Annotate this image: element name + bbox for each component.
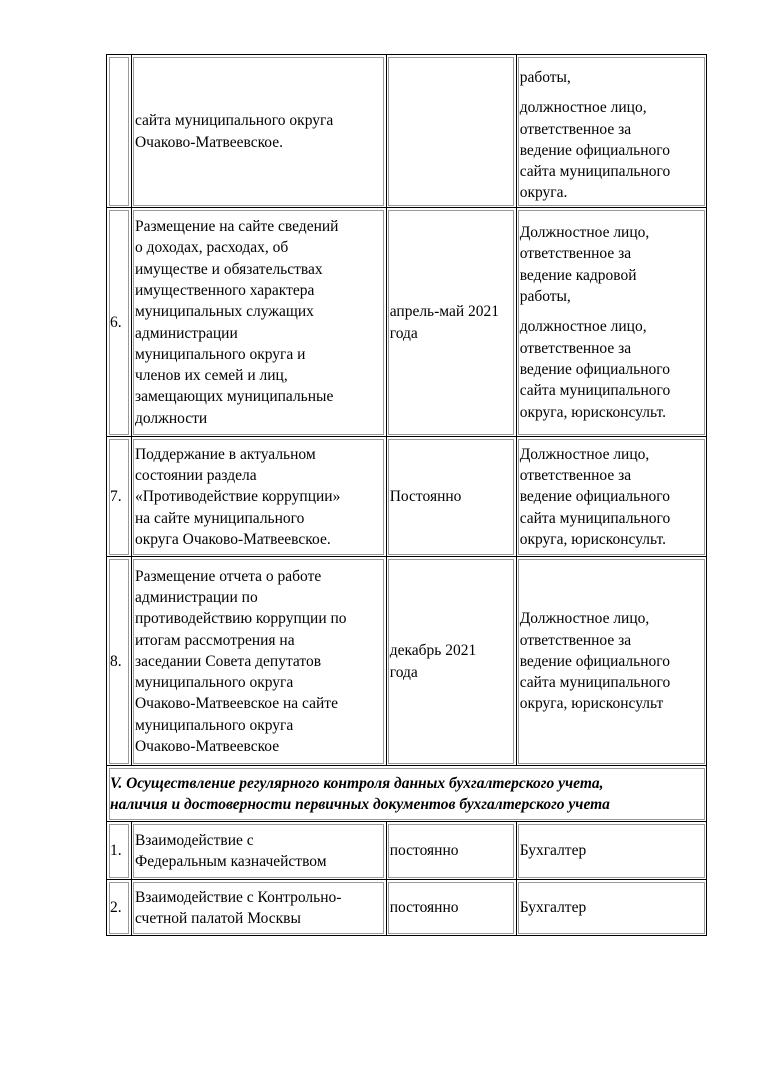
responsible-paragraph xyxy=(520,444,704,550)
text-line: ответственное за xyxy=(519,120,632,138)
text-line: Очаково-Матвеевское. xyxy=(134,133,284,151)
text-line: Очаково-Матвеевское на сайте xyxy=(134,695,338,713)
cell-measure xyxy=(131,55,386,208)
measures-table xyxy=(106,54,707,936)
text-line: «Противодействие коррупции» xyxy=(134,488,341,506)
responsible-paragraph xyxy=(520,222,704,307)
text-line: декабрь 2021 xyxy=(389,642,477,660)
cell-responsible xyxy=(516,557,706,766)
text-line: противодействию коррупции по xyxy=(134,610,347,628)
text-line: сайта муниципального xyxy=(519,382,671,400)
text-line: Размещение на сайте сведений xyxy=(134,218,339,236)
text-line: членов их семей и лиц, xyxy=(134,367,288,385)
text-line: ведение официального xyxy=(519,360,670,378)
cell-responsible xyxy=(516,55,706,208)
text-line: Размещение отчета о работе xyxy=(134,567,322,585)
cell-num: 8. xyxy=(107,557,132,766)
cell-measure xyxy=(131,822,386,880)
cell-responsible xyxy=(516,208,706,437)
cell-measure xyxy=(131,208,386,437)
text-line: сайта муниципального xyxy=(519,509,671,527)
cell-num: 1. xyxy=(107,822,132,880)
responsible-paragraph xyxy=(520,97,704,203)
cell-responsible: Бухгалтер xyxy=(516,880,706,936)
cell-num: 2. xyxy=(107,880,132,936)
text-line: Очаково-Матвеевское xyxy=(134,738,280,756)
text-line: замещающих муниципальные xyxy=(134,388,334,406)
text-line: Должностное лицо, xyxy=(519,445,650,463)
text-line: муниципального округа и xyxy=(134,345,306,363)
text-line: ведение кадровой xyxy=(519,266,637,284)
text-line: ответственное за xyxy=(519,245,632,263)
text-line: Должностное лицо, xyxy=(519,224,650,242)
cell-date xyxy=(386,557,516,766)
cell-date xyxy=(386,208,516,437)
cell-responsible: Бухгалтер xyxy=(516,822,706,880)
text-line: Взаимодействие с Контрольно- xyxy=(134,888,342,906)
section-heading xyxy=(107,766,707,822)
text-line: должностное лицо, xyxy=(519,318,647,336)
text-line: округа Очаково-Матвеевское. xyxy=(134,530,331,548)
text-line: ведение официального xyxy=(519,652,670,670)
text-line: Постоянно xyxy=(389,488,462,506)
text-line: ведение официального xyxy=(519,141,670,159)
table-body xyxy=(107,55,707,936)
cell-date xyxy=(386,55,516,208)
text-line: итогам рассмотрения на xyxy=(134,631,295,649)
text-line: ответственное за xyxy=(519,339,632,357)
text-line: о доходах, расходах, об xyxy=(134,239,289,257)
text-line: заседании Совета депутатов xyxy=(134,652,322,670)
text-line: округа, юрисконсульт. xyxy=(519,530,666,548)
text-line: администрации по xyxy=(134,588,258,606)
responsible-paragraph xyxy=(520,608,704,714)
text-line: работы, xyxy=(519,69,571,86)
cell-date: постоянно xyxy=(386,880,516,936)
table-row-6 xyxy=(107,208,707,437)
text-line: Поддержание в актуальном xyxy=(134,445,316,463)
table-row-v-2 xyxy=(107,880,707,936)
cell-measure xyxy=(131,557,386,766)
table-row-8 xyxy=(107,557,707,766)
text-line: ведение официального xyxy=(519,488,670,506)
cell-num xyxy=(107,55,132,208)
text-line: ответственное за xyxy=(519,467,632,485)
text-line: ответственное за xyxy=(519,631,632,649)
text-line: состоянии раздела xyxy=(134,467,257,485)
cell-num: 7. xyxy=(107,437,132,557)
cell-date: постоянно xyxy=(386,822,516,880)
text-line: округа, юрисконсульт. xyxy=(519,403,666,421)
table-row-7 xyxy=(107,437,707,557)
text-line: года xyxy=(389,324,418,342)
responsible-paragraph xyxy=(520,67,704,88)
text-line: администрации xyxy=(134,324,238,342)
text-line: Должностное лицо, xyxy=(519,610,650,628)
text-line: муниципальных служащих xyxy=(134,303,314,321)
table-row-v-1 xyxy=(107,822,707,880)
text-line: года xyxy=(389,663,418,681)
cell-date xyxy=(386,437,516,557)
cell-responsible xyxy=(516,437,706,557)
text-line: имуществе и обязательствах xyxy=(134,260,323,278)
text-line: счетной палатой Москвы xyxy=(134,910,301,927)
cell-measure xyxy=(131,437,386,557)
text-line: сайта муниципального xyxy=(519,163,671,181)
text-line: должностное лицо, xyxy=(519,99,647,117)
text-line: должности xyxy=(134,409,208,427)
text-line: сайта муниципального xyxy=(519,674,671,692)
table-row-continuation xyxy=(107,55,707,208)
text-line: округа. xyxy=(519,184,568,202)
text-line: сайта муниципального округа xyxy=(134,112,334,130)
text-line: муниципального округа xyxy=(134,716,294,734)
section-heading-line: наличия и достоверности первичных документов бухгалтерского учета xyxy=(110,795,610,813)
section-heading-line: V. Осуществление регулярного контроля данных бухгалтерского учета, xyxy=(110,774,604,792)
cell-num: 6. xyxy=(107,208,132,437)
section-heading-row xyxy=(107,766,707,822)
text-line: округа, юрисконсульт xyxy=(519,695,664,713)
text-line: имущественного характера xyxy=(134,281,315,299)
text-line: Федеральным казначейством xyxy=(134,853,327,870)
text-line: апрель-май 2021 xyxy=(389,303,500,321)
responsible-paragraph xyxy=(520,316,704,422)
text-line: муниципального округа xyxy=(134,674,294,692)
text-line: Взаимодействие с xyxy=(134,831,254,849)
text-line: на сайте муниципального xyxy=(134,509,305,527)
text-line: работы, xyxy=(519,288,571,306)
cell-measure xyxy=(131,880,386,936)
